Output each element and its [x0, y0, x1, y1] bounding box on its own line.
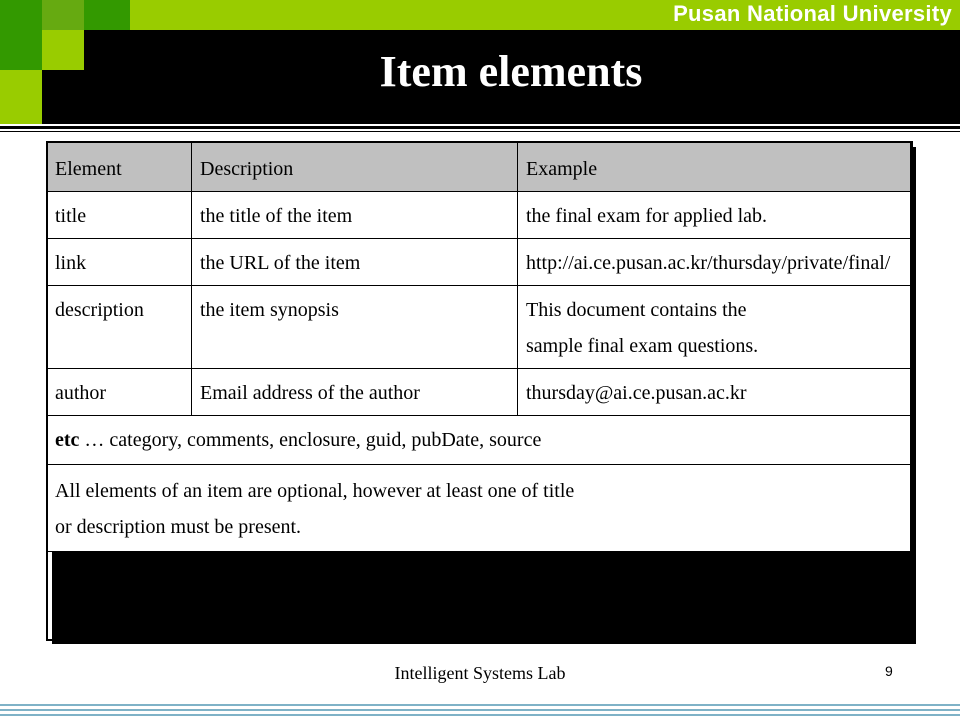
footer-rule	[0, 704, 960, 706]
etc-cell	[47, 416, 913, 465]
university-name: Pusan National University	[673, 1, 952, 26]
note-cell	[47, 465, 913, 552]
column-header: Element	[47, 142, 192, 192]
element-cell: author	[47, 369, 192, 416]
header-rule-thin	[0, 131, 960, 132]
footer-lab-name: Intelligent Systems Lab	[394, 663, 566, 683]
table-header-row	[47, 142, 913, 192]
deco-square	[0, 0, 42, 30]
table-row	[47, 239, 913, 286]
example-cell: thursday@ai.ce.pusan.ac.kr	[518, 369, 913, 416]
description-cell: the URL of the item	[192, 239, 518, 286]
description-cell: Email address of the author	[192, 369, 518, 416]
slide-title: Item elements	[379, 47, 643, 96]
element-cell: title	[47, 192, 192, 239]
example-cell	[518, 286, 913, 369]
element-cell: link	[47, 239, 192, 286]
table-row	[47, 192, 913, 239]
note-line: All elements of an item are optional, however at least one of title	[55, 480, 575, 502]
page-number: 9	[885, 663, 893, 679]
item-elements-table	[46, 141, 913, 552]
example-line: This document contains the	[526, 299, 747, 321]
note-row	[47, 465, 913, 552]
column-header: Example	[518, 142, 913, 192]
deco-square	[42, 0, 84, 30]
deco-square	[84, 0, 130, 30]
example-cell: http://ai.ce.pusan.ac.kr/thursday/private/final/	[518, 239, 913, 286]
footer-rule	[0, 709, 960, 711]
header-rule	[0, 126, 960, 129]
description-cell: the title of the item	[192, 192, 518, 239]
description-cell: the item synopsis	[192, 286, 518, 369]
example-line: sample final exam questions.	[526, 335, 759, 357]
column-header: Description	[192, 142, 518, 192]
table-row	[47, 369, 913, 416]
etc-row	[47, 416, 913, 465]
footer-rule	[0, 714, 960, 716]
example-cell: the final exam for applied lab.	[518, 192, 913, 239]
element-cell: description	[47, 286, 192, 369]
etc-label: etc	[55, 429, 80, 451]
etc-text: … category, comments, enclosure, guid, pubDate, source	[79, 429, 542, 451]
table-row	[47, 286, 913, 369]
note-line: or description must be present.	[55, 516, 302, 538]
